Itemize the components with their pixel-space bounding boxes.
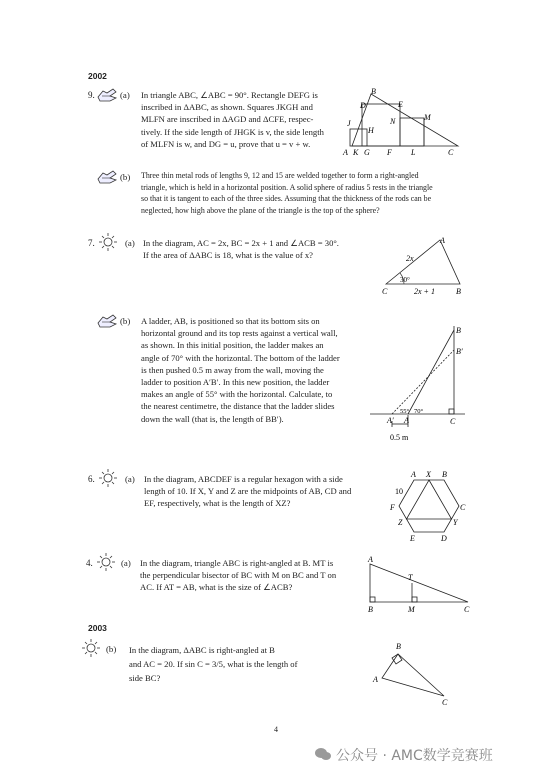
text-line: neglected, how high above the plane of the triangle is the top of the sphere? xyxy=(141,205,380,215)
label-b: B xyxy=(456,326,461,335)
label-c: C xyxy=(460,503,466,512)
label-m: M xyxy=(408,605,415,614)
q2003b-text xyxy=(129,643,339,685)
label-c: C xyxy=(448,148,454,157)
q4a-text xyxy=(140,557,355,594)
label-side: 10 xyxy=(395,487,403,496)
label-a: A xyxy=(343,148,348,157)
label-a: A xyxy=(404,416,409,425)
label-f: F xyxy=(387,148,392,157)
q9b-text xyxy=(141,170,481,216)
q6a-text xyxy=(144,473,369,510)
label-e: E xyxy=(410,534,415,543)
year-heading-2003: 2003 xyxy=(88,623,107,633)
part-label: (a) xyxy=(125,238,135,248)
question-number: 7. xyxy=(88,238,95,248)
text-line: MLFN are inscribed in ΔAGD and ΔCFE, respec- xyxy=(141,114,314,125)
text-line: If the area of ΔABC is 18, what is the value of x? xyxy=(143,250,313,261)
label-a: A xyxy=(411,470,416,479)
label-b: B xyxy=(371,87,376,96)
text-line: of MLFN is w, and DG = u, prove that u = v + w. xyxy=(141,138,311,149)
text-line: tively. If the side length of JHGK is v, the side length xyxy=(141,126,324,137)
label-c: C xyxy=(450,417,456,426)
label-a: A xyxy=(373,675,378,684)
part-label: (a) xyxy=(121,558,131,568)
figure-triangle-30deg xyxy=(376,232,476,300)
label-m: M xyxy=(424,113,431,122)
part-label: (a) xyxy=(120,90,130,100)
hand-icon xyxy=(96,313,118,329)
text-line: as shown. In this initial position, the ladder makes an xyxy=(141,340,324,351)
label-t: T xyxy=(408,573,413,582)
label-b: B xyxy=(368,605,373,614)
text-line: A ladder, AB, is positioned so that its bottom sits on xyxy=(141,316,320,326)
part-label: (b) xyxy=(120,316,131,326)
label-distance: 0.5 m xyxy=(390,433,409,442)
figure-right-triangle-mt xyxy=(362,554,480,616)
label-angle: 30° xyxy=(400,276,410,284)
label-g: G xyxy=(364,148,370,157)
label-y: Y xyxy=(453,518,458,527)
label-b: B xyxy=(456,287,461,296)
text-line: inscribed in ΔABC, as shown. Squares JKGH and xyxy=(141,102,313,113)
label-a: A xyxy=(440,236,445,245)
text-line: is then pushed 0.5 m away from the wall, moving the xyxy=(141,364,324,375)
q7b-text xyxy=(141,315,361,425)
label-c: C xyxy=(382,287,388,296)
label-z: Z xyxy=(398,518,403,527)
hexagon-abcdef xyxy=(399,480,459,532)
label-d: D xyxy=(441,534,447,543)
part-label: (a) xyxy=(125,474,135,484)
label-l: L xyxy=(411,148,416,157)
text-line: and AC = 20. If sin C = 3/5, what is the length of xyxy=(129,659,298,669)
figure-hexagon xyxy=(388,470,468,546)
label-c: C xyxy=(464,605,470,614)
figure-triangle-sin xyxy=(368,638,458,708)
label-c: C xyxy=(442,698,448,707)
text-line: In the diagram, triangle ABC is right-angled at B. MT is xyxy=(140,558,334,568)
label-a-prime: A′ xyxy=(387,416,394,425)
text-line: angle of 70° with the horizontal. The bottom of the ladder xyxy=(141,352,340,363)
label-k: K xyxy=(353,148,359,157)
label-e: E xyxy=(398,100,403,109)
year-heading-2002: 2002 xyxy=(88,71,107,81)
page-number: 4 xyxy=(274,725,278,734)
hand-icon xyxy=(96,169,118,185)
text-line: Three thin metal rods of lengths 9, 12 and 15 are welded together to form a right-angled xyxy=(141,171,419,180)
label-a: A xyxy=(368,555,373,564)
label-b: B xyxy=(396,642,401,651)
text-line: In the diagram, ABCDEF is a regular hexagon with a side xyxy=(144,474,343,484)
text-line: EF, respectively, what is the length of XZ? xyxy=(144,498,291,509)
part-label: (b) xyxy=(106,644,117,654)
lightbulb-icon xyxy=(97,468,119,488)
label-side-bc: 2x + 1 xyxy=(414,287,435,296)
label-f: F xyxy=(390,503,395,512)
text-line: the perpendicular bisector of BC with M on BC and T on xyxy=(140,570,337,581)
question-number: 4. xyxy=(86,558,93,568)
part-label: (b) xyxy=(120,172,131,182)
text-line: In the diagram, AC = 2x, BC = 2x + 1 and ∠ACB = 30°. xyxy=(143,238,339,248)
text-line: horizontal ground and its top rests against a vertical wall, xyxy=(141,328,338,339)
question-number: 6. xyxy=(88,474,95,484)
figure-ladder xyxy=(370,318,480,453)
label-b: B xyxy=(442,470,447,479)
label-angle-70: 70° xyxy=(414,408,424,415)
label-x: X xyxy=(426,470,431,479)
label-d: D xyxy=(360,101,366,110)
label-angle-55: 55° xyxy=(400,408,410,415)
text-line: the nearest centimetre, the distance that the ladder slides xyxy=(141,401,335,412)
lightbulb-icon xyxy=(95,552,117,572)
text-line: length of 10. If X, Y and Z are the midpoints of AB, CD and xyxy=(144,486,352,497)
text-line: down the wall (that is, the length of BB′). xyxy=(141,413,284,424)
triangle-xyz xyxy=(407,480,452,519)
text-line: makes an angle of 55° with the horizontal. Calculate, to xyxy=(141,389,333,400)
lightbulb-icon xyxy=(80,638,102,658)
text-line: ladder to position A′B′. In this new position, the ladder xyxy=(141,377,330,388)
triangle-abc xyxy=(352,94,458,146)
figure-inscribed-squares xyxy=(340,86,460,158)
label-h: H xyxy=(368,126,374,135)
hand-icon xyxy=(96,87,118,103)
text-line: triangle, which is held in a horizontal position. A solid sphere of radius 5 rests in the triangle xyxy=(141,182,433,192)
question-number: 9. xyxy=(88,90,95,100)
wechat-icon xyxy=(314,746,332,762)
text-line: In the diagram, ΔABC is right-angled at B xyxy=(129,645,275,655)
label-j: J xyxy=(347,119,351,128)
text-line: so that it is tangent to each of the three sides. Assuming that the thickness of the rods can be xyxy=(141,194,432,203)
ladder-apbp xyxy=(392,350,454,414)
ladder-ab xyxy=(408,330,454,414)
watermark: 公众号 · AMC数学竞赛班 xyxy=(336,748,493,764)
text-line: In triangle ABC, ∠ABC = 90°. Rectangle DEFG is xyxy=(141,90,318,100)
text-line: side BC? xyxy=(129,673,161,683)
q7a-text xyxy=(143,237,373,261)
label-side-ac: 2x xyxy=(406,254,414,263)
text-line: AC. If AT = AB, what is the size of ∠ACB? xyxy=(140,582,293,593)
label-b-prime: B′ xyxy=(456,347,463,356)
q9a-text xyxy=(141,89,341,150)
label-n: N xyxy=(390,117,396,126)
lightbulb-icon xyxy=(97,232,119,252)
square-mlfn xyxy=(400,118,424,146)
